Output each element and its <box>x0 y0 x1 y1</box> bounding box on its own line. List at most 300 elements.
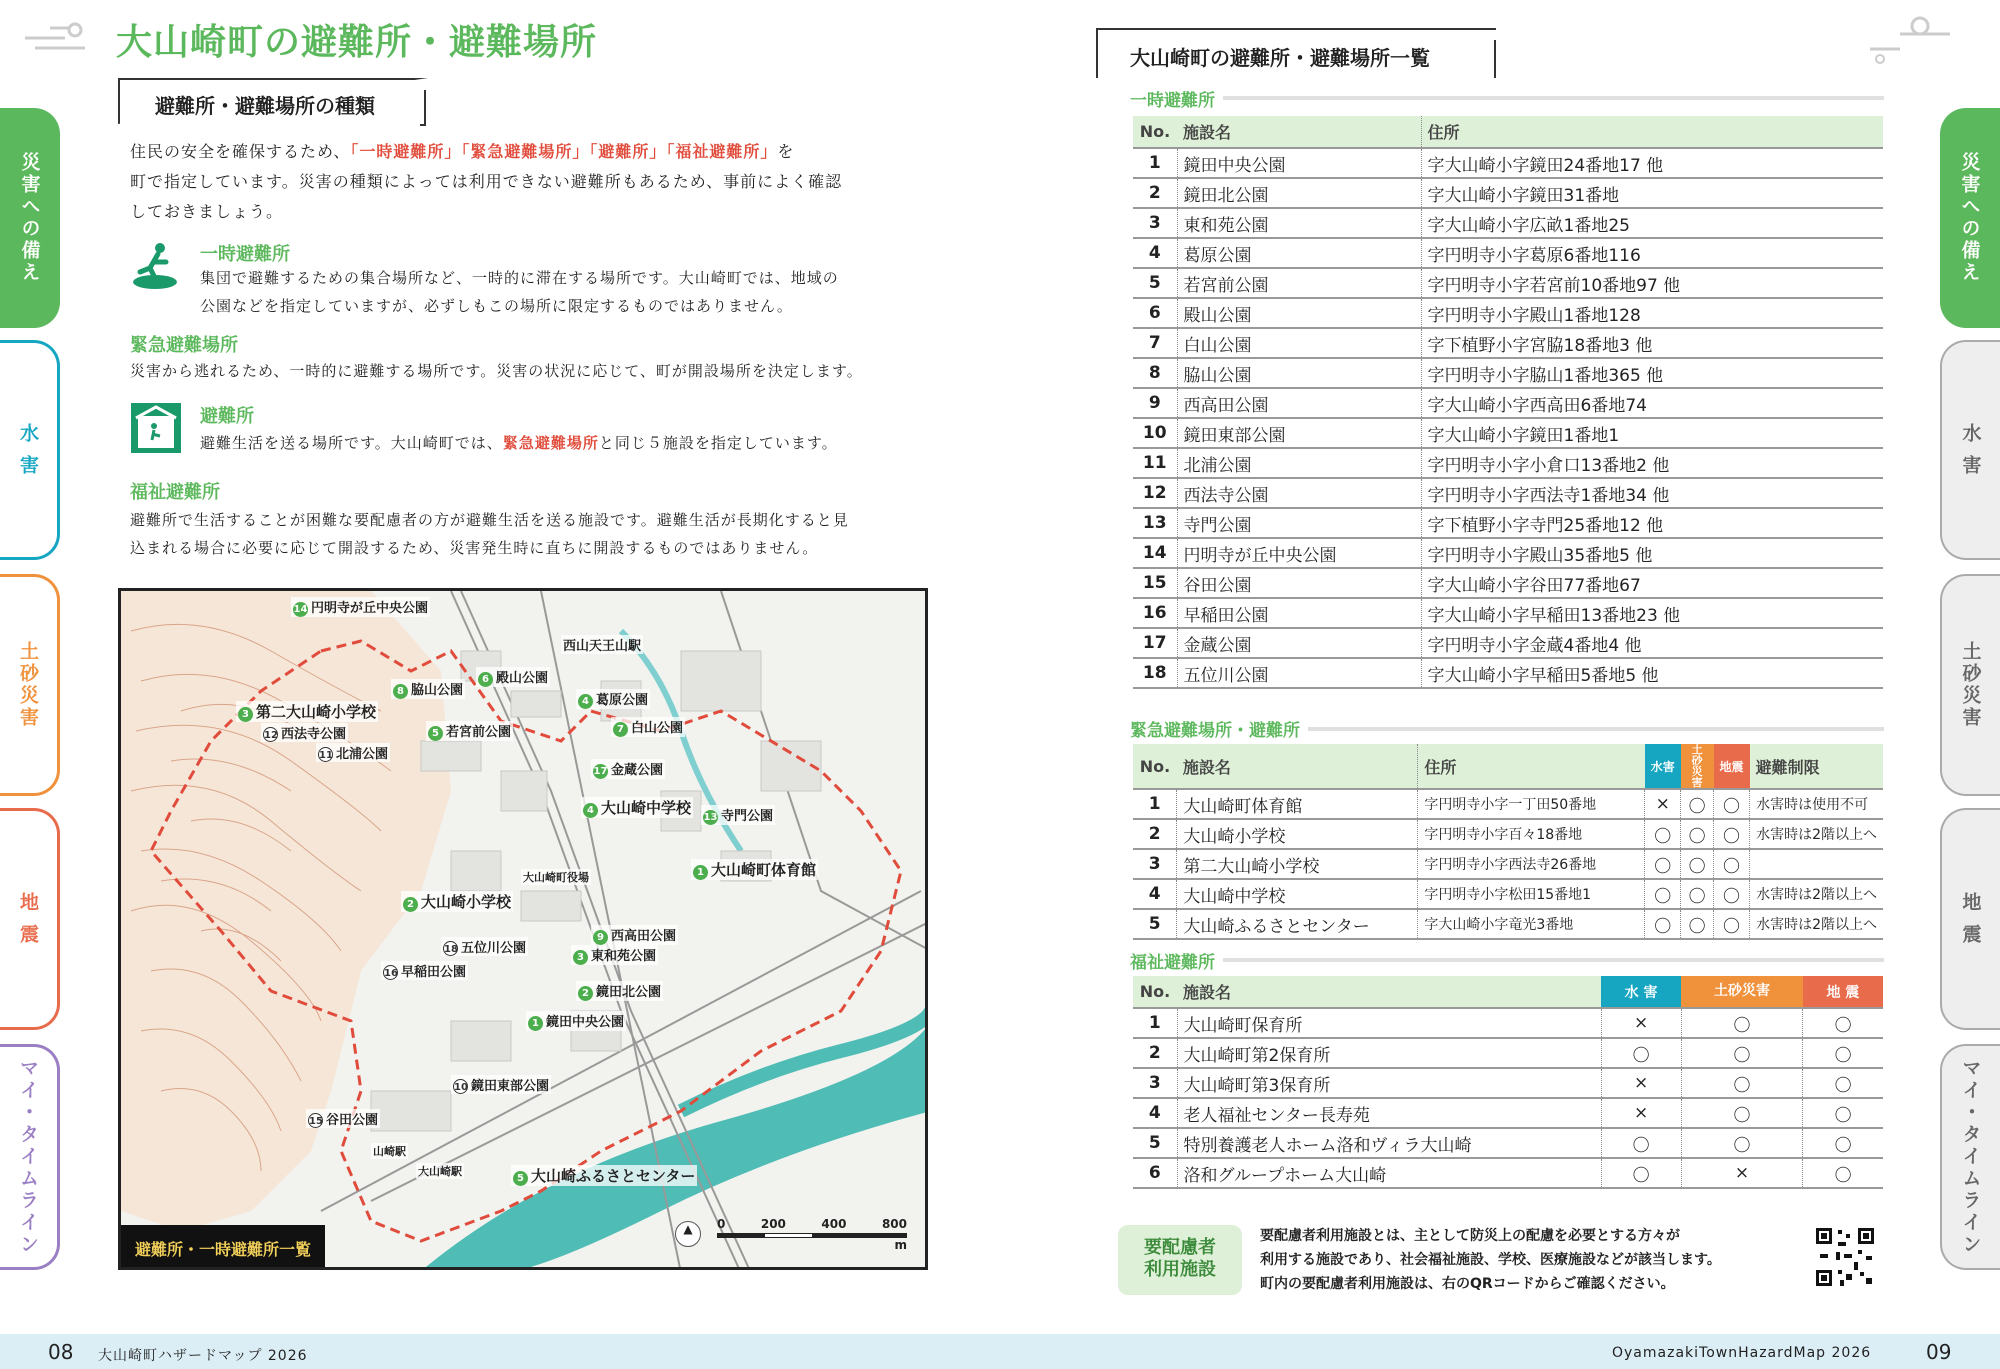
table-row <box>1133 298 1883 328</box>
cell-no: 1 <box>1133 789 1177 819</box>
cell-address: 字下植野小字寺門25番地12 他 <box>1421 508 1883 538</box>
col-name: 施設名 <box>1177 744 1418 789</box>
map-num: 11 <box>318 747 333 762</box>
cloud-decoration-right <box>1860 14 1960 64</box>
cell-landslide: 〇 <box>1681 909 1714 939</box>
cell-name: 鏡田東部公園 <box>1177 418 1421 448</box>
map-num: 5 <box>513 1171 528 1186</box>
cell-name: 大山崎町保育所 <box>1177 1008 1601 1038</box>
map-label-shelter[interactable] <box>236 701 378 722</box>
cell-name: 円明寺が丘中央公園 <box>1177 538 1421 568</box>
type-shelter-desc-a: 避難生活を送る場所です。大山崎町では、 <box>200 434 503 452</box>
map-text: 早稲田公園 <box>401 965 467 980</box>
map-num: 16 <box>383 965 398 980</box>
cell-no: 1 <box>1133 148 1177 178</box>
table-header <box>1133 744 1883 789</box>
col-flood: 水 害 <box>1601 976 1681 1008</box>
section-title-list: 大山崎町の避難所・避難場所一覧 <box>1130 46 1430 70</box>
cell-landslide: 〇 <box>1681 1098 1803 1128</box>
cell-address: 字円明寺小字百々18番地 <box>1418 819 1645 849</box>
cell-address: 字円明寺小字一丁田50番地 <box>1418 789 1645 819</box>
cell-no: 6 <box>1133 298 1177 328</box>
col-landslide: 土砂災害 <box>1681 976 1803 1008</box>
tab-landslide[interactable]: 土砂災害 <box>0 574 60 796</box>
cell-address: 字大山崎小字竜光3番地 <box>1418 909 1645 939</box>
cell-no: 4 <box>1133 1098 1177 1128</box>
emergency-shelter-rows <box>1133 789 1883 939</box>
cell-address: 字円明寺小字葛原6番地116 <box>1421 238 1883 268</box>
cell-address: 字円明寺小字脇山1番地365 他 <box>1421 358 1883 388</box>
tab-disaster-prep[interactable]: 災害への備え <box>0 108 60 328</box>
cell-name: 特別養護老人ホーム洛和ヴィラ大山崎 <box>1177 1128 1601 1158</box>
cell-no: 15 <box>1133 568 1177 598</box>
cell-no: 5 <box>1133 1128 1177 1158</box>
note-line3: 町内の要配慮者利用施設は、右のQRコードからご確認ください。 <box>1260 1276 1675 1292</box>
cell-name: 脇山公園 <box>1177 358 1421 388</box>
cell-name: 西法寺公園 <box>1177 478 1421 508</box>
cell-landslide: 〇 <box>1681 849 1714 879</box>
cell-no: 4 <box>1133 879 1177 909</box>
cell-name: 殿山公園 <box>1177 298 1421 328</box>
map-text: 円明寺が丘中央公園 <box>311 601 429 616</box>
col-address: 住所 <box>1418 744 1645 789</box>
table-row <box>1133 208 1883 238</box>
cell-no: 1 <box>1133 1008 1177 1038</box>
cell-name: 鏡田北公園 <box>1177 178 1421 208</box>
cell-address: 字円明寺小字西法寺1番地34 他 <box>1421 478 1883 508</box>
cell-no: 9 <box>1133 388 1177 418</box>
cell-quake: 〇 <box>1803 1008 1883 1038</box>
scale-label: 200 <box>760 1217 786 1231</box>
col-no: No. <box>1133 976 1177 1008</box>
table-row <box>1133 328 1883 358</box>
col-restriction: 避難制限 <box>1750 744 1883 789</box>
map-num: 2 <box>403 897 418 912</box>
cell-name: 洛和グループホーム大山崎 <box>1177 1158 1601 1188</box>
map-num: 18 <box>443 941 458 956</box>
cell-quake: 〇 <box>1803 1098 1883 1128</box>
type-temp-title: 一時避難所 <box>200 244 290 265</box>
col-quake: 地 震 <box>1803 976 1883 1008</box>
type-emergency-desc: 災害から逃れるため、一時的に避難する場所です。災害の状況に応じて、町が開設場所を決定します。 <box>130 362 863 380</box>
cell-quake: 〇 <box>1714 849 1750 879</box>
map-text: 山崎駅 <box>373 1145 406 1158</box>
cell-name: 大山崎町第2保育所 <box>1177 1038 1601 1068</box>
table-row <box>1133 448 1883 478</box>
type-temp-desc <box>200 264 839 320</box>
cell-address: 字大山崎小字鏡田24番地17 他 <box>1421 148 1883 178</box>
table-row <box>1133 478 1883 508</box>
map-num: 3 <box>238 707 253 722</box>
map-station-label[interactable] <box>371 1143 408 1159</box>
map-text: 大山崎ふるさとセンター <box>531 1167 696 1185</box>
cell-restriction <box>1750 849 1883 879</box>
col-landslide: 土砂災害 <box>1681 744 1714 789</box>
table-row <box>1133 268 1883 298</box>
cell-name: 谷田公園 <box>1177 568 1421 598</box>
type-welfare-title: 福祉避難所 <box>130 482 220 503</box>
map-text: 西法寺公園 <box>281 727 347 742</box>
table-row <box>1133 598 1883 628</box>
intro-line3: しておきましょう。 <box>130 202 284 221</box>
footer-page-number-right: 09 <box>1926 1340 1952 1364</box>
table-row <box>1133 789 1883 819</box>
col-address: 住所 <box>1421 116 1883 148</box>
note-line2: 利用する施設であり、社会福祉施設、学校、医療施設などが該当します。 <box>1260 1252 1721 1268</box>
col-quake: 地震 <box>1714 744 1750 789</box>
cell-no: 12 <box>1133 478 1177 508</box>
map-text: 北浦公園 <box>336 747 389 762</box>
type-welfare-desc-1: 避難所で生活することが困難な要配慮者の方が避難生活を送る施設です。避難生活が長期化すると見 <box>130 511 849 529</box>
section-bracket-end <box>420 90 426 126</box>
cell-no: 3 <box>1133 208 1177 238</box>
map-text: 大山崎町役場 <box>523 871 589 884</box>
map-text: 葛原公園 <box>596 693 649 708</box>
intro-line1: 住民の安全を確保するため、 <box>130 142 351 161</box>
cell-quake: 〇 <box>1803 1038 1883 1068</box>
cell-landslide: 〇 <box>1681 879 1714 909</box>
map-label[interactable] <box>441 937 528 956</box>
table-row <box>1133 1008 1883 1038</box>
scale-label: 0 <box>717 1217 726 1231</box>
cell-name: 五位川公園 <box>1177 658 1421 688</box>
cell-address: 字円明寺小字金蔵4番地4 他 <box>1421 628 1883 658</box>
col-no: No. <box>1133 116 1177 148</box>
map-label[interactable] <box>576 981 663 1001</box>
temp-section-title: 一時避難所 <box>1130 86 1223 111</box>
section-title-types: 避難所・避難場所の種類 <box>155 94 375 118</box>
map-text: 谷田公園 <box>326 1113 379 1128</box>
cell-landslide: 〇 <box>1681 819 1714 849</box>
intro-highlight: 「一時避難所」「緊急避難場所」「避難所」「福祉避難所」 <box>350 142 778 161</box>
map-label[interactable] <box>701 805 775 825</box>
cell-name: 金蔵公園 <box>1177 628 1421 658</box>
tab-landslide-right[interactable]: 土砂災害 <box>1940 574 2000 796</box>
cell-address: 字円明寺小字小倉口13番地2 他 <box>1421 448 1883 478</box>
cell-quake: 〇 <box>1803 1128 1883 1158</box>
map-label[interactable] <box>476 667 550 687</box>
map-label-shelter[interactable] <box>581 797 693 818</box>
cell-address: 字大山崎小字広畝1番地25 <box>1421 208 1883 238</box>
cell-quake: 〇 <box>1714 819 1750 849</box>
assembly-point-icon <box>130 240 180 290</box>
cell-name: 西高田公園 <box>1177 388 1421 418</box>
type-temp-desc-2: 公園などを指定していますが、必ずしもこの場所に限定するものではありません。 <box>200 297 793 315</box>
type-shelter-desc-highlight: 緊急避難場所 <box>502 434 599 452</box>
cell-no: 5 <box>1133 909 1177 939</box>
table-row <box>1133 538 1883 568</box>
cell-flood: × <box>1601 1098 1681 1128</box>
cell-no: 8 <box>1133 358 1177 388</box>
emergency-shelter-table <box>1133 744 1883 940</box>
cell-landslide: × <box>1681 1158 1803 1188</box>
col-name: 施設名 <box>1177 976 1601 1008</box>
cell-no: 2 <box>1133 178 1177 208</box>
type-shelter-desc <box>200 428 838 458</box>
map-label-shelter[interactable] <box>691 859 818 880</box>
map-num: 7 <box>613 722 628 737</box>
shelter-icon <box>130 402 182 454</box>
map-label[interactable] <box>451 1075 551 1094</box>
map-num: 5 <box>428 726 443 741</box>
cell-no: 2 <box>1133 819 1177 849</box>
table-row <box>1133 568 1883 598</box>
cell-restriction: 水害時は2階以上へ <box>1750 819 1883 849</box>
cell-no: 4 <box>1133 238 1177 268</box>
cell-address: 字円明寺小字西法寺26番地 <box>1418 849 1645 879</box>
map-label-shelter[interactable] <box>401 891 513 912</box>
badge-line2: 利用施設 <box>1144 1259 1216 1280</box>
page-title: 大山崎町の避難所・避難場所 <box>116 22 598 63</box>
map-num: 6 <box>478 672 493 687</box>
cell-no: 18 <box>1133 658 1177 688</box>
table-row <box>1133 1038 1883 1068</box>
care-facility-badge <box>1118 1225 1242 1295</box>
cell-flood: × <box>1601 1008 1681 1038</box>
map-num: 2 <box>578 986 593 1001</box>
cell-flood: × <box>1645 789 1681 819</box>
cell-name: 若宮前公園 <box>1177 268 1421 298</box>
table-header <box>1133 116 1883 148</box>
cell-restriction: 水害時は2階以上へ <box>1750 909 1883 939</box>
care-facility-note <box>1260 1224 1721 1296</box>
emerg-section-title: 緊急避難場所・避難所 <box>1130 716 1308 741</box>
cell-quake: 〇 <box>1714 789 1750 819</box>
cell-quake: 〇 <box>1714 879 1750 909</box>
map-num: 12 <box>263 727 278 742</box>
map-text: 寺門公園 <box>721 809 774 824</box>
map-text: 大山崎町体育館 <box>711 861 817 879</box>
cell-name: 第二大山崎小学校 <box>1177 849 1418 879</box>
col-flood: 水害 <box>1645 744 1681 789</box>
footer-page-number-left: 08 <box>48 1340 74 1364</box>
cell-flood: 〇 <box>1601 1038 1681 1068</box>
cell-no: 6 <box>1133 1158 1177 1188</box>
table-row <box>1133 238 1883 268</box>
cell-address: 字大山崎小字早稲田13番地23 他 <box>1421 598 1883 628</box>
map-num: 15 <box>308 1113 323 1128</box>
map-text: 金蔵公園 <box>611 763 664 778</box>
cell-flood: 〇 <box>1645 849 1681 879</box>
map-num: 9 <box>593 930 608 945</box>
table-row <box>1133 849 1883 879</box>
cell-quake: 〇 <box>1803 1158 1883 1188</box>
map-label[interactable] <box>261 723 348 742</box>
cell-name: 大山崎町第3保育所 <box>1177 1068 1601 1098</box>
map-text: 鏡田東部公園 <box>471 1079 550 1094</box>
map-text: 大山崎小学校 <box>421 893 512 911</box>
map-text: 東和苑公園 <box>591 949 657 964</box>
cell-name: 大山崎中学校 <box>1177 879 1418 909</box>
cloud-decoration-left <box>20 18 110 58</box>
section-bar <box>1132 958 1884 962</box>
cell-name: 鏡田中央公園 <box>1177 148 1421 178</box>
table-row <box>1133 1128 1883 1158</box>
tab-my-timeline[interactable]: マイ・タイムライン <box>0 1044 60 1270</box>
map-text: 大山崎中学校 <box>601 799 692 817</box>
map-num: 14 <box>293 604 308 615</box>
cell-no: 13 <box>1133 508 1177 538</box>
cell-no: 2 <box>1133 1038 1177 1068</box>
intro-text <box>130 137 910 227</box>
map-text: 鏡田北公園 <box>596 985 662 1000</box>
cell-address: 字大山崎小字早稲田5番地5 他 <box>1421 658 1883 688</box>
table-row <box>1133 628 1883 658</box>
temp-shelter-table <box>1133 116 1883 689</box>
cell-landslide: 〇 <box>1681 1038 1803 1068</box>
map-label[interactable] <box>426 721 513 741</box>
cell-no: 14 <box>1133 538 1177 568</box>
map-num: 17 <box>593 766 608 777</box>
cell-no: 16 <box>1133 598 1177 628</box>
section-bracket-right-end <box>1484 40 1496 78</box>
table-row <box>1133 909 1883 939</box>
table-row <box>1133 1098 1883 1128</box>
cell-restriction: 水害時は2階以上へ <box>1750 879 1883 909</box>
evacuation-map[interactable] <box>118 588 928 1270</box>
tab-earthquake[interactable]: 地 震 <box>0 808 60 1030</box>
cell-name: 北浦公園 <box>1177 448 1421 478</box>
temp-shelter-rows <box>1133 148 1883 688</box>
scale-unit: m <box>894 1238 907 1252</box>
cell-name: 葛原公園 <box>1177 238 1421 268</box>
map-text: 殿山公園 <box>496 671 549 686</box>
table-row <box>1133 1158 1883 1188</box>
cell-name: 大山崎小学校 <box>1177 819 1418 849</box>
cell-restriction: 水害時は使用不可 <box>1750 789 1883 819</box>
cell-name: 大山崎町体育館 <box>1177 789 1418 819</box>
intro-line1-end: を <box>777 142 795 161</box>
map-label[interactable] <box>381 961 468 980</box>
badge-line1: 要配慮者 <box>1144 1237 1216 1258</box>
cell-flood: × <box>1601 1068 1681 1098</box>
map-label[interactable] <box>306 1109 380 1128</box>
cell-quake: 〇 <box>1803 1068 1883 1098</box>
map-num: 1 <box>693 865 708 880</box>
map-caption: 避難所・一時避難所一覧 <box>121 1225 325 1270</box>
cell-landslide: 〇 <box>1681 1068 1803 1098</box>
map-text: 鏡田中央公園 <box>546 1015 625 1030</box>
welfare-shelter-rows <box>1133 1008 1883 1188</box>
map-num: 10 <box>453 1079 468 1094</box>
tab-flood[interactable]: 水 害 <box>0 340 60 560</box>
cell-flood: 〇 <box>1645 909 1681 939</box>
cell-flood: 〇 <box>1645 819 1681 849</box>
map-town-hall-label[interactable] <box>521 869 591 885</box>
scale-label: 800 <box>881 1217 907 1231</box>
cell-name: 寺門公園 <box>1177 508 1421 538</box>
cell-name: 老人福祉センター長寿苑 <box>1177 1098 1601 1128</box>
map-label-shelter[interactable] <box>511 1165 697 1186</box>
cell-address: 字大山崎小字谷田77番地67 <box>1421 568 1883 598</box>
cell-flood: 〇 <box>1601 1128 1681 1158</box>
map-text: 大山崎駅 <box>418 1165 462 1178</box>
table-row <box>1133 358 1883 388</box>
col-no: No. <box>1133 744 1177 789</box>
type-emergency-title: 緊急避難場所 <box>130 335 238 356</box>
cell-landslide: 〇 <box>1681 789 1714 819</box>
cell-no: 7 <box>1133 328 1177 358</box>
map-text: 第二大山崎小学校 <box>256 703 377 721</box>
cell-address: 字大山崎小字鏡田31番地 <box>1421 178 1883 208</box>
type-temp-desc-1: 集団で避難するための集合場所など、一時的に滞在する場所です。大山崎町では、地域の <box>200 269 839 287</box>
map-text: 白山公園 <box>631 721 684 736</box>
cell-address: 字円明寺小字殿山1番地128 <box>1421 298 1883 328</box>
cell-no: 3 <box>1133 1068 1177 1098</box>
welfare-section-title: 福祉避難所 <box>1130 948 1223 973</box>
cell-name: 東和苑公園 <box>1177 208 1421 238</box>
cell-address: 字大山崎小字西高田6番地74 <box>1421 388 1883 418</box>
map-num: 1 <box>528 1016 543 1031</box>
cell-address: 字円明寺小字殿山35番地5 他 <box>1421 538 1883 568</box>
map-num: 13 <box>703 812 718 823</box>
table-row <box>1133 508 1883 538</box>
table-row <box>1133 148 1883 178</box>
section-bar <box>1132 96 1884 100</box>
type-shelter-title: 避難所 <box>200 406 254 427</box>
map-station-label[interactable] <box>561 635 643 654</box>
map-label[interactable] <box>576 689 650 709</box>
cell-name: 早稲田公園 <box>1177 598 1421 628</box>
table-row <box>1133 388 1883 418</box>
map-text: 五位川公園 <box>461 941 527 956</box>
map-num: 4 <box>578 694 593 709</box>
map-label[interactable] <box>591 925 678 945</box>
map-label[interactable] <box>571 945 658 965</box>
type-welfare-desc-2: 込まれる場合に必要に応じて開設するため、災害発生時に直ちに開設するものではありません。 <box>130 539 819 557</box>
tab-my-timeline-right[interactable]: マイ・タイムライン <box>1940 1044 2000 1270</box>
qr-code-icon[interactable] <box>1814 1226 1876 1288</box>
tab-flood-right[interactable]: 水 害 <box>1940 340 2000 560</box>
cell-no: 11 <box>1133 448 1177 478</box>
scale-label: 400 <box>821 1217 847 1231</box>
table-row <box>1133 879 1883 909</box>
cell-no: 5 <box>1133 268 1177 298</box>
col-name: 施設名 <box>1177 116 1421 148</box>
map-label[interactable] <box>316 743 390 762</box>
cell-no: 17 <box>1133 628 1177 658</box>
cell-landslide: 〇 <box>1681 1008 1803 1038</box>
cell-address: 字円明寺小字若宮前10番地97 他 <box>1421 268 1883 298</box>
map-label[interactable] <box>526 1011 626 1031</box>
map-text: 西高田公園 <box>611 929 677 944</box>
cell-landslide: 〇 <box>1681 1128 1803 1158</box>
map-num: 8 <box>393 684 408 699</box>
intro-line2: 町で指定しています。災害の種類によっては利用できない避難所もあるため、事前によく確認 <box>130 172 843 191</box>
tab-disaster-prep-right[interactable]: 災害への備え <box>1940 108 2000 328</box>
map-label[interactable] <box>391 679 465 699</box>
cell-address: 字円明寺小字松田15番地1 <box>1418 879 1645 909</box>
map-label[interactable] <box>291 597 430 617</box>
map-num: 4 <box>583 803 598 818</box>
cell-address: 字大山崎小字鏡田1番地1 <box>1421 418 1883 448</box>
type-welfare-desc <box>130 506 849 562</box>
welfare-shelter-table <box>1133 976 1883 1189</box>
footer-title-left: 大山崎町ハザードマップ 2026 <box>98 1348 308 1364</box>
map-label[interactable] <box>611 717 685 737</box>
cell-flood: 〇 <box>1601 1158 1681 1188</box>
table-row <box>1133 418 1883 448</box>
map-north-arrow: ▲ <box>675 1221 701 1247</box>
note-line1: 要配慮者利用施設とは、主として防災上の配慮を必要とする方々が <box>1260 1228 1680 1244</box>
map-label[interactable] <box>591 759 665 779</box>
map-text: 脇山公園 <box>411 683 464 698</box>
map-scale-bar <box>717 1217 907 1252</box>
map-station-label[interactable] <box>416 1163 464 1179</box>
cell-name: 白山公園 <box>1177 328 1421 358</box>
cell-no: 10 <box>1133 418 1177 448</box>
tab-earthquake-right[interactable]: 地 震 <box>1940 808 2000 1030</box>
